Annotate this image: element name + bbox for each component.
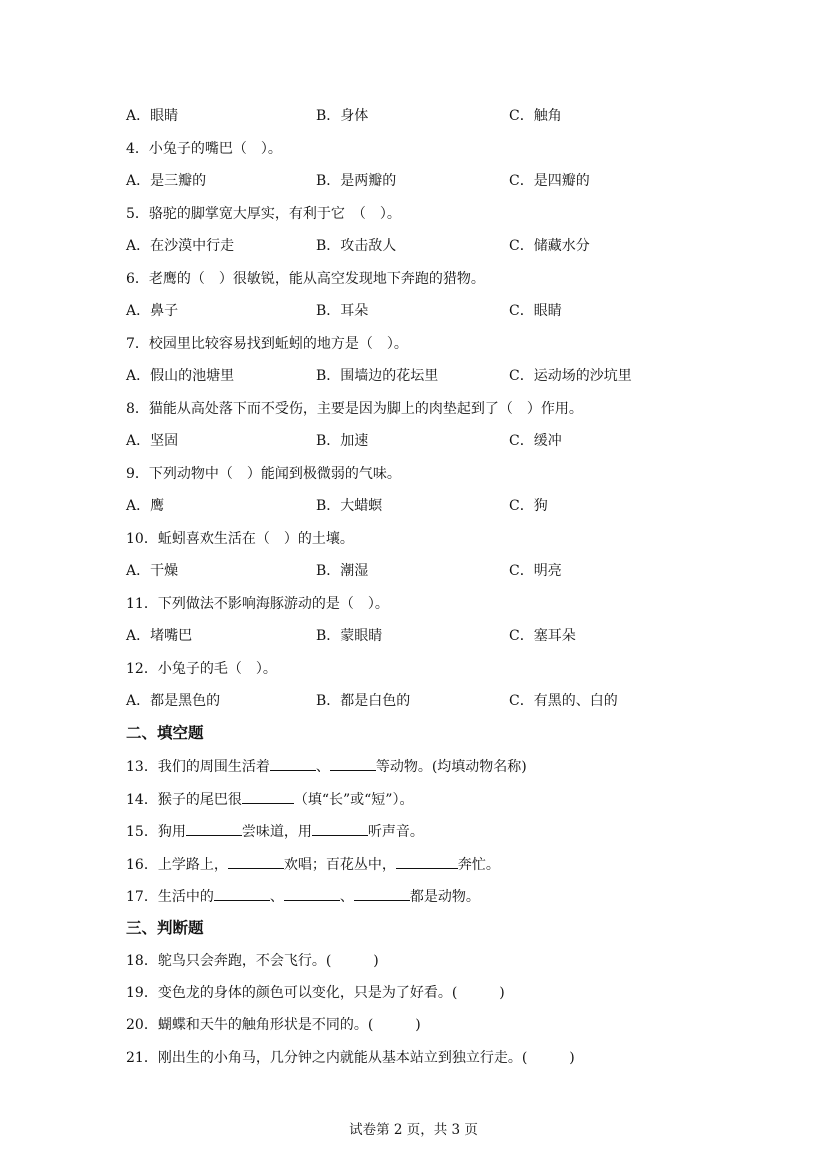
section-judgment-heading: 三、判断题 (126, 919, 204, 937)
q3-option-a[interactable]: A．眼睛 (126, 108, 179, 124)
q4-option-c[interactable]: C．是四瓣的 (509, 173, 590, 189)
q15 (126, 820, 424, 842)
q7-options (126, 365, 726, 387)
q14-text-2: （填“长”或“短”）。 (293, 792, 414, 808)
q13-text-1: 13．我们的周围生活着 (126, 759, 270, 775)
q6-options (126, 300, 726, 322)
q8-option-c[interactable]: C．缓冲 (509, 433, 562, 449)
q13-blank-2[interactable] (330, 755, 376, 771)
q17-blank-1[interactable] (214, 885, 270, 901)
q8-stem: 8．猫能从高处落下而不受伤，主要是因为脚上的肉垫起到了（ ）作用。 (126, 401, 583, 417)
q6-option-c[interactable]: C．眼睛 (509, 303, 562, 319)
q16 (126, 853, 500, 875)
q9-stem: 9．下列动物中（ ）能闻到极微弱的气味。 (126, 466, 401, 482)
q5-stem: 5．骆驼的脚掌宽大厚实，有利于它 （ ）。 (126, 206, 401, 222)
q7-option-c[interactable]: C．运动场的沙坑里 (509, 368, 632, 384)
q20: 20．蝴蝶和天牛的触角形状是不同的。( ) (126, 1017, 421, 1033)
q21: 21．刚出生的小角马，几分钟之内就能从基本站立到独立行走。( ) (126, 1050, 575, 1066)
q10-option-c[interactable]: C．明亮 (509, 563, 562, 579)
q17-blank-3[interactable] (354, 885, 410, 901)
q7-stem: 7．校园里比较容易找到蚯蚓的地方是（ ）。 (126, 336, 408, 352)
q3-option-c[interactable]: C．触角 (509, 108, 562, 124)
q5-option-b[interactable]: B．攻击敌人 (316, 238, 397, 254)
q16-blank-1[interactable] (228, 853, 284, 869)
q5-options (126, 235, 726, 257)
q6-option-b[interactable]: B．耳朵 (316, 303, 369, 319)
q16-text-2: 欢唱；百花丛中， (283, 857, 396, 873)
q6-stem: 6．老鹰的（ ）很敏锐，能从高空发现地下奔跑的猎物。 (126, 271, 485, 287)
q15-blank-2[interactable] (312, 820, 368, 836)
q5-option-c[interactable]: C．储藏水分 (509, 238, 590, 254)
q12-options (126, 690, 726, 712)
q15-text-1: 15．狗用 (126, 824, 186, 840)
q9-options (126, 495, 726, 517)
q16-text-3: 奔忙。 (457, 857, 500, 873)
q17-text-1: 17．生活中的 (126, 889, 214, 905)
q15-blank-1[interactable] (186, 820, 242, 836)
q4-stem: 4．小兔子的嘴巴（ ）。 (126, 141, 282, 157)
q15-text-2: 尝味道，用 (241, 824, 312, 840)
q4-option-a[interactable]: A．是三瓣的 (126, 173, 207, 189)
q16-text-1: 16．上学路上， (126, 857, 228, 873)
q9-option-a[interactable]: A．鹰 (126, 498, 165, 514)
q3-option-b[interactable]: B．身体 (316, 108, 369, 124)
q10-stem: 10．蚯蚓喜欢生活在（ ）的土壤。 (126, 531, 354, 547)
q17-blank-2[interactable] (284, 885, 340, 901)
q13-text-3: 等动物。(均填动物名称) (375, 759, 527, 775)
q17-text-4: 都是动物。 (409, 889, 480, 905)
q3-options (126, 105, 726, 127)
q17 (126, 885, 480, 907)
q16-blank-2[interactable] (396, 853, 458, 869)
q11-option-c[interactable]: C．塞耳朵 (509, 628, 576, 644)
q4-option-b[interactable]: B．是两瓣的 (316, 173, 397, 189)
q11-option-a[interactable]: A．堵嘴巴 (126, 628, 193, 644)
q6-option-a[interactable]: A．鼻子 (126, 303, 179, 319)
q13-blank-1[interactable] (270, 755, 316, 771)
q12-option-b[interactable]: B．都是白色的 (316, 693, 411, 709)
q13 (126, 755, 527, 777)
q17-text-3: 、 (339, 889, 354, 905)
q10-option-b[interactable]: B．潮湿 (316, 563, 369, 579)
q12-option-c[interactable]: C．有黑的、白的 (509, 693, 618, 709)
q13-text-2: 、 (315, 759, 330, 775)
q18: 18．鸵鸟只会奔跑，不会飞行。( ) (126, 953, 379, 969)
q12-option-a[interactable]: A．都是黑色的 (126, 693, 221, 709)
q11-options (126, 625, 726, 647)
q11-option-b[interactable]: B．蒙眼睛 (316, 628, 383, 644)
q7-option-a[interactable]: A．假山的池塘里 (126, 368, 235, 384)
q10-option-a[interactable]: A．干燥 (126, 563, 179, 579)
q12-stem: 12．小兔子的毛（ ）。 (126, 661, 277, 677)
q4-options (126, 170, 726, 192)
q17-text-2: 、 (269, 889, 284, 905)
page-footer: 试卷第 2 页，共 3 页 (349, 1122, 478, 1138)
q19: 19．变色龙的身体的颜色可以变化，只是为了好看。( ) (126, 985, 505, 1001)
q9-option-c[interactable]: C．狗 (509, 498, 548, 514)
q8-options (126, 430, 726, 452)
q14-blank-1[interactable] (242, 788, 294, 804)
q5-option-a[interactable]: A．在沙漠中行走 (126, 238, 235, 254)
q10-options (126, 560, 726, 582)
q15-text-3: 听声音。 (367, 824, 424, 840)
q14-text-1: 14．猴子的尾巴很 (126, 792, 242, 808)
q8-option-a[interactable]: A．坚固 (126, 433, 179, 449)
q11-stem: 11．下列做法不影响海豚游动的是（ ）。 (126, 596, 389, 612)
section-fill-in-heading: 二、填空题 (126, 724, 204, 742)
q8-option-b[interactable]: B．加速 (316, 433, 369, 449)
q9-option-b[interactable]: B．大蜡螟 (316, 498, 383, 514)
q14 (126, 788, 413, 810)
q7-option-b[interactable]: B．围墙边的花坛里 (316, 368, 439, 384)
